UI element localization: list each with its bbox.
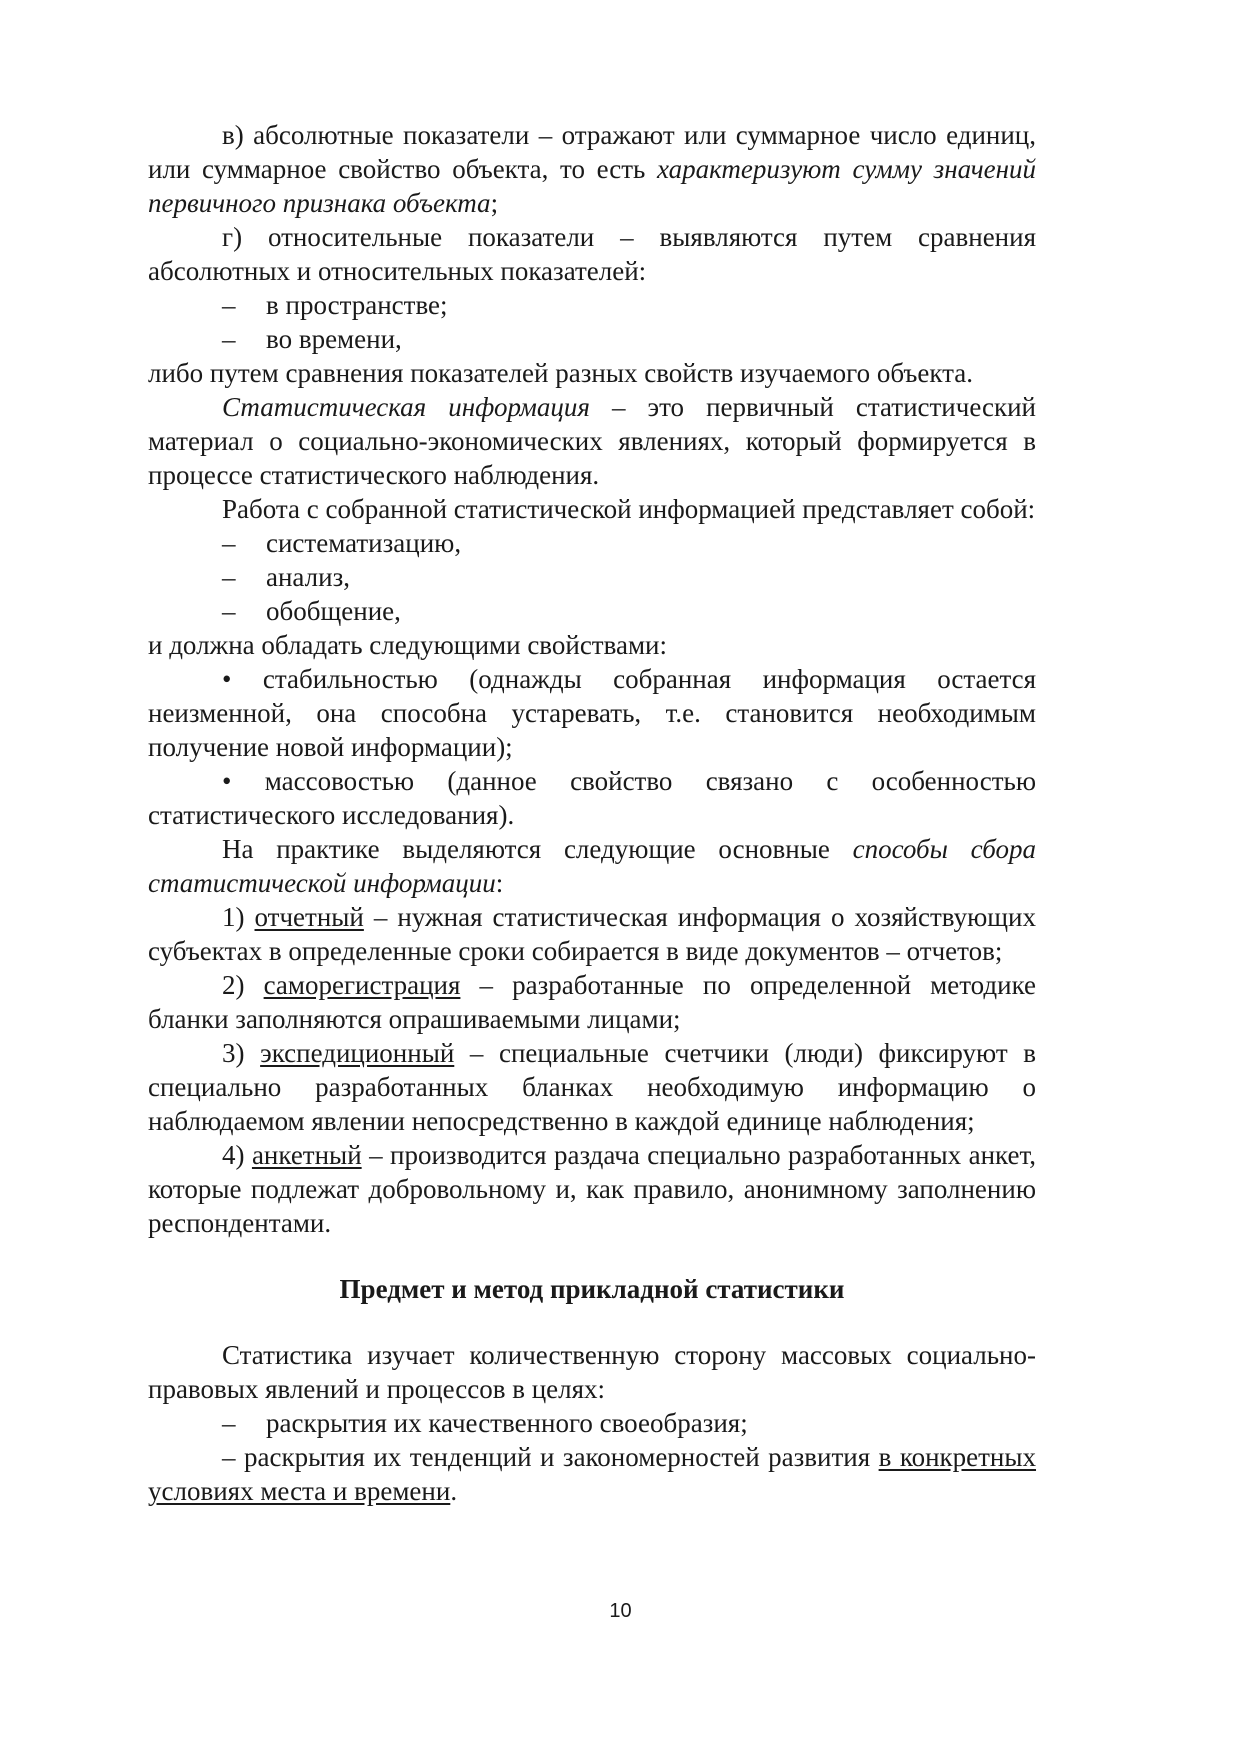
paragraph-practice <box>148 832 1036 900</box>
list-item-text: раскрытия их качественного своеобразия; <box>266 1408 748 1438</box>
text: – это первичный статистический материал о социально-экономических явлениях, который формируется в процессе статистического наблюдения. <box>148 392 1036 490</box>
text: . <box>450 1476 458 1506</box>
list-item-text: раскрытия их тенденций и закономерностей развития <box>243 1442 879 1472</box>
method-number: 4) <box>222 1140 252 1170</box>
method-term: анкетный <box>251 1140 362 1170</box>
dash-marker: – <box>222 562 236 592</box>
list-item <box>148 560 1036 594</box>
spacer <box>148 1240 1036 1272</box>
list-item-text: во времени, <box>266 324 402 354</box>
paragraph-either: либо путем сравнения показателей разных свойств изучаемого объекта. <box>148 358 973 388</box>
bullet-text: массовостью (данное свойство связано с особенностью статистического исследования). <box>148 766 1036 830</box>
method-term: экспедиционный <box>260 1038 455 1068</box>
document-page <box>148 118 1036 1508</box>
text: ; <box>490 188 499 218</box>
dash-marker: – <box>222 528 236 558</box>
list-item-text: в пространстве; <box>266 290 448 320</box>
method-description: – производится раздача специально разработанных анкет, которые подлежат добровольному и, как правило, анонимному заполнению респондентами. <box>148 1140 1036 1238</box>
method-item <box>148 968 1036 1036</box>
dash-marker: – <box>222 324 236 354</box>
paragraph-relative-indicators: г) относительные показатели – выявляются путем сравнения абсолютных и относительных показателей: <box>148 222 1036 286</box>
list-item-text: систематизацию, <box>266 528 462 558</box>
dash-marker: – <box>222 1408 236 1438</box>
list-item <box>148 526 1036 560</box>
bullet-marker: • <box>222 664 232 694</box>
bullet-item <box>148 764 1036 832</box>
dash-marker: – <box>222 596 236 626</box>
method-term: отчетный <box>254 902 364 932</box>
section-heading: Предмет и метод прикладной статистики <box>339 1274 845 1304</box>
list-item-text: анализ, <box>266 562 350 592</box>
spacer <box>148 1306 1036 1338</box>
paragraph-work: Работа с собранной статистической информацией представляет собой: <box>222 494 1036 524</box>
bullet-marker: • <box>222 766 232 796</box>
bullet-item <box>148 662 1036 764</box>
page-number: 10 <box>609 1600 632 1622</box>
method-description: – специальные счетчики (люди) фиксируют в специально разработанных бланках необходимую информацию о наблюдаемом явлении непосредственно в каждой единице наблюдения; <box>148 1038 1036 1136</box>
paragraph-statistics-intro: Статистика изучает количественную сторону массовых социально-правовых явлений и процессов в целях: <box>148 1340 1036 1404</box>
paragraph-statistical-information <box>148 390 1036 492</box>
method-item <box>148 1138 1036 1240</box>
method-item <box>148 900 1036 968</box>
method-term: саморегистрация <box>263 970 461 1000</box>
list-item <box>148 322 1036 356</box>
list-item <box>148 594 1036 628</box>
method-number: 2) <box>222 970 264 1000</box>
list-item-text: обобщение, <box>266 596 401 626</box>
method-number: 1) <box>222 902 255 932</box>
italic-text: способы сбора статистической информации <box>148 834 1036 898</box>
italic-term: Статистическая информация <box>222 392 590 422</box>
dash-marker: – <box>222 1442 236 1472</box>
paragraph-properties: и должна обладать следующими свойствами: <box>148 630 668 660</box>
text: : <box>495 868 504 898</box>
method-number: 3) <box>222 1038 261 1068</box>
method-description: – нужная статистическая информация о хозяйствующих субъектах в определенные сроки собирается в виде документов – отчетов; <box>148 902 1036 966</box>
paragraph-absolute-indicators <box>148 118 1036 220</box>
list-item <box>148 1406 1036 1440</box>
list-item <box>148 288 1036 322</box>
bullet-text: стабильностью (однажды собранная информация остается неизменной, она способна устаревать, т.е. становится необходимым получение новой информации); <box>148 664 1036 762</box>
underlined-text: в конкретных условиях места и времени <box>148 1442 1037 1506</box>
text: На практике выделяются следующие основные <box>222 834 853 864</box>
list-item <box>148 1440 1036 1508</box>
italic-text: характеризуют сумму значений первичного признака объекта <box>148 154 1036 218</box>
method-description: – разработанные по определенной методике бланки заполняются опрашиваемыми лицами; <box>148 970 1036 1034</box>
dash-marker: – <box>222 290 236 320</box>
method-item <box>148 1036 1036 1138</box>
text: в) абсолютные показатели – отражают или суммарное число единиц, или суммарное свойство объекта, то есть <box>148 120 1036 184</box>
